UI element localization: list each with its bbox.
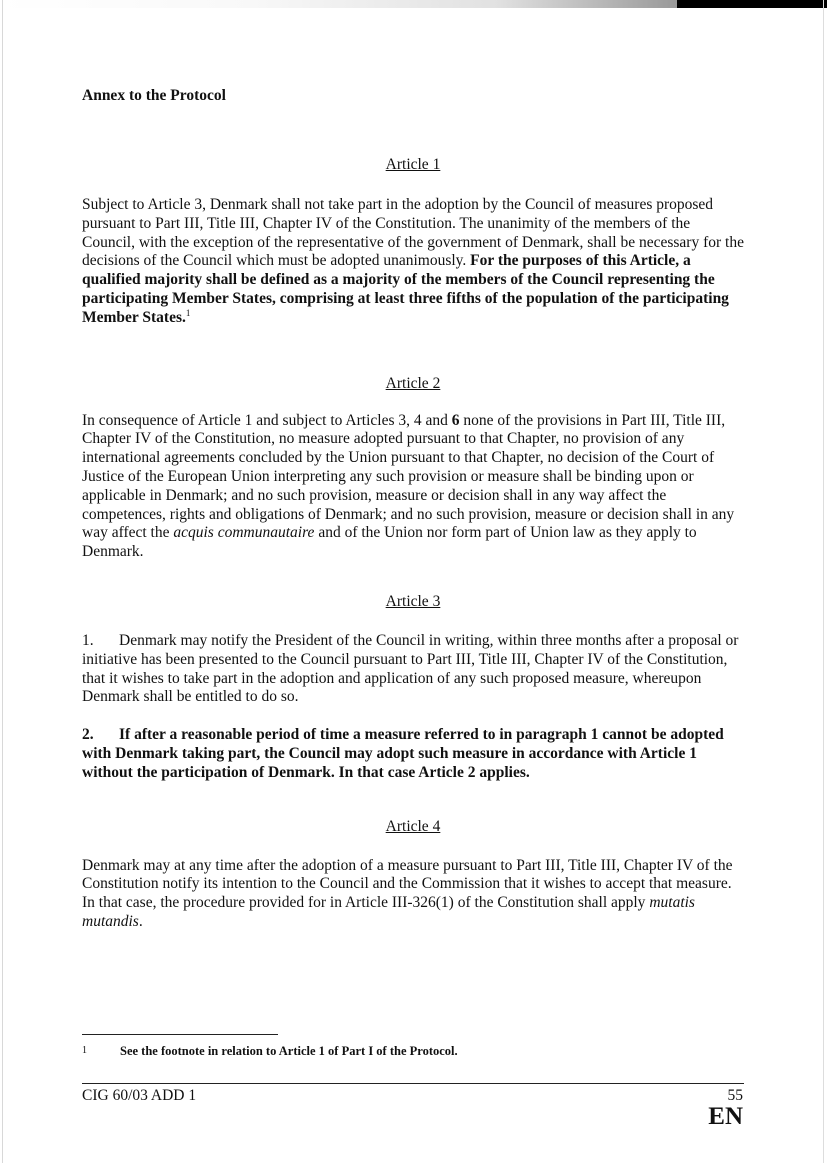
article-1-text [82, 196, 744, 328]
footnote-number: 1 [82, 1045, 87, 1056]
footnote-divider [82, 1034, 278, 1035]
footer-page-number: 55 [727, 1087, 743, 1104]
article-2-bold-number: 6 [451, 411, 460, 429]
footnote [82, 1043, 744, 1059]
article-3-paragraph-1 [82, 632, 744, 707]
article-1-text-bold: For the purposes of this Article, a qualified majority shall be defined as a majority of the members of the Council representing the participating Member States, comprising at least three fifths of the population of the participating Member States. [82, 252, 729, 326]
article-3-paragraph-2 [82, 726, 744, 782]
annex-title: Annex to the Protocol [82, 87, 226, 104]
article-2-text [82, 412, 744, 562]
article-1-text-plain: Subject to Article 3, Denmark shall not take part in the adoption by the Council of measures proposed pursuant to Part III, Title III, Chapter IV of the Constitution. The unanimity of the members of the Council, with the exception of the representative of the government of Denmark, shall be necessary for the decisions of the Council which must be adopted unanimously. [82, 196, 744, 270]
scan-edge-top-dark [677, 0, 827, 8]
article-2-heading: Article 2 [385, 374, 441, 392]
article-4-text-b: . [138, 912, 143, 930]
document-body [82, 86, 744, 932]
article-4-text-a: Denmark may at any time after the adoption of a measure pursuant to Part III, Title III, Chapter IV of the Constitution notify its intention to the Council and the Commission that it wishes to accept that measure. In that case, the procedure provided for in Article III-326(1) of the Constitution shall apply [82, 856, 733, 912]
footer-language-code: EN [708, 1103, 743, 1130]
scan-edge-left [2, 0, 3, 1163]
article-3-paragraph-1-text: Denmark may notify the President of the Council in writing, within three months after a proposal or initiative has been presented to the Council pursuant to Part III, Title III, Chapter IV of the Constitution, that it wishes to take part in the adoption and application of any such proposed measure, whereupon Denmark shall be entitled to do so. [82, 631, 739, 706]
footer-divider [82, 1083, 744, 1084]
article-3-paragraph-2-text: If after a reasonable period of time a measure referred to in paragraph 1 cannot be adopted with Denmark taking part, the Council may adopt such measure in accordance with Article 1 without the participation of Denmark. In that case Article 2 applies. [82, 726, 724, 781]
article-2-text-c: and of the Union nor form part of Union law as they apply to Denmark. [82, 524, 697, 561]
footer-document-reference: CIG 60/03 ADD 1 [82, 1087, 197, 1104]
article-4-text [82, 857, 744, 932]
article-1-footnote-ref: 1 [185, 307, 191, 318]
article-4-italic: mutatis mutandis [82, 894, 695, 930]
article-3-heading: Article 3 [385, 592, 441, 610]
article-3-paragraph-2-number: 2. [82, 726, 94, 744]
scan-edge-right [823, 0, 824, 1163]
article-2-text-b: none of the provisions in Part III, Title III, Chapter IV of the Constitution, no measure adopted pursuant to that Chapter, no provision of any international agreements concluded by the Union pursuant to that Chapter, no decision of the Court of Justice of the European Union interpreting any such provision or measure shall be binding upon or applicable in Denmark; and no such provision, measure or decision shall in any way affect the competences, rights and obligations of Denmark; and no such provision, measure or decision shall in any way affect the [82, 411, 735, 542]
article-4-heading: Article 4 [385, 817, 441, 835]
article-3-paragraph-1-number: 1. [82, 631, 94, 649]
article-2-italic: acquis communautaire [173, 524, 315, 542]
article-2-text-a: In consequence of Article 1 and subject to Articles 3, 4 and [82, 411, 452, 429]
footnote-text: See the footnote in relation to Article 1 of Part I of the Protocol. [120, 1044, 458, 1058]
article-1-heading: Article 1 [385, 156, 441, 173]
